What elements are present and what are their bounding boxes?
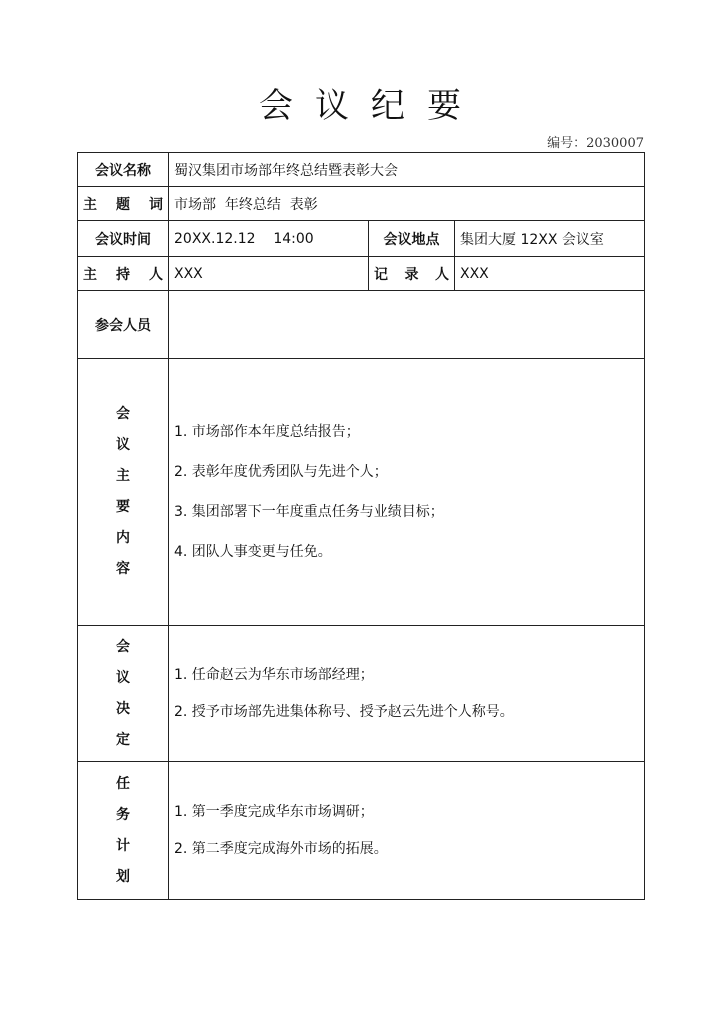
row-topic [78, 187, 645, 221]
label-content-cell [78, 359, 169, 626]
document-title: 会议纪要 [259, 86, 483, 126]
row-content [78, 359, 645, 626]
value-attendees [169, 291, 645, 359]
value-location: 集团大厦 12XX 会议室 [455, 221, 645, 257]
label-time: 会议时间 [78, 221, 169, 257]
value-meeting-name: 蜀汉集团市场部年终总结暨表彰大会 [169, 153, 645, 187]
row-time-location [78, 221, 645, 257]
content-item: 2. 表彰年度优秀团队与先进个人； [174, 464, 388, 480]
value-time: 20XX.12.12 14:00 [169, 221, 369, 257]
row-host-recorder [78, 257, 645, 291]
row-attendees [78, 291, 645, 359]
plan-item: 2. 第二季度完成海外市场的拓展。 [174, 840, 388, 857]
label-attendees: 参会人员 [78, 291, 169, 359]
content-list [169, 359, 645, 626]
label-decision-cell [78, 626, 169, 762]
row-decision [78, 626, 645, 762]
decision-item: 2. 授予市场部先进集体称号、授予赵云先进个人称号。 [174, 703, 514, 720]
label-plan-cell [78, 762, 169, 900]
serial-number: 编号：2030007 [547, 136, 644, 151]
minutes-table [77, 152, 645, 900]
content-item: 1. 市场部作本年度总结报告； [174, 424, 360, 440]
value-host: XXX [169, 257, 369, 291]
plan-list [169, 762, 645, 900]
label-content: 会议主要内容 [116, 406, 130, 577]
decision-item: 1. 任命赵云为华东市场部经理； [174, 666, 374, 683]
content-item: 4. 团队人事变更与任免。 [174, 544, 332, 560]
value-topic: 市场部 年终总结 表彰 [169, 187, 645, 221]
label-meeting-name: 会议名称 [78, 153, 169, 187]
label-topic: 主题词 [78, 187, 169, 221]
plan-item: 1. 第一季度完成华东市场调研； [174, 803, 374, 820]
label-recorder: 记录人 [369, 257, 455, 291]
label-decision: 会议决定 [116, 638, 130, 748]
decision-list [169, 626, 645, 762]
label-host: 主持人 [78, 257, 169, 291]
label-location: 会议地点 [369, 221, 455, 257]
label-plan: 任务计划 [116, 775, 130, 885]
value-recorder: XXX [455, 257, 645, 291]
content-item: 3. 集团部署下一年度重点任务与业绩目标； [174, 504, 444, 520]
row-meeting-name [78, 153, 645, 187]
row-plan [78, 762, 645, 900]
